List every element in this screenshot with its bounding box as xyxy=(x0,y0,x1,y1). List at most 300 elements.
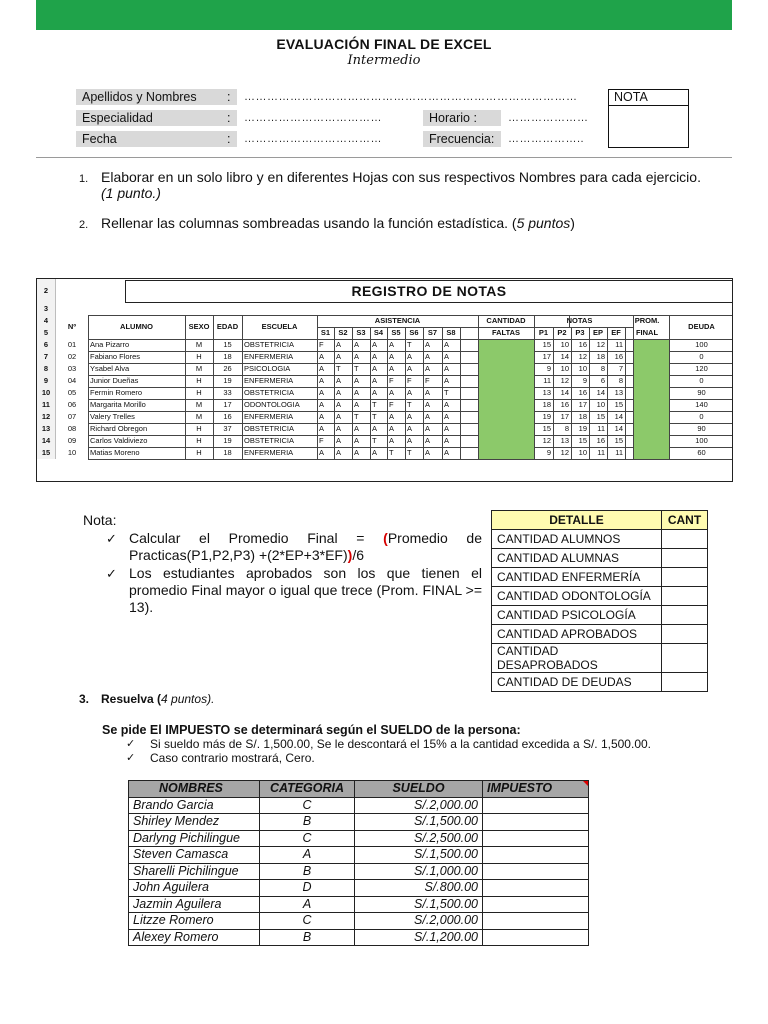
cell-asistencia: A xyxy=(372,388,378,397)
detalle-cant-cell[interactable] xyxy=(662,530,708,549)
cell-asistencia: A xyxy=(389,424,395,433)
cell-asistencia: A xyxy=(354,340,360,349)
impuesto-row xyxy=(129,929,589,946)
header-no: Nº xyxy=(67,322,77,331)
cell-deuda: 0 xyxy=(699,352,704,361)
cell-nota: 9 xyxy=(582,376,587,385)
cell-nota: 16 xyxy=(578,388,587,397)
cell-sexo: H xyxy=(196,352,202,361)
page-subtitle: Intermedio xyxy=(347,53,421,68)
cell-asistencia: A xyxy=(319,400,325,409)
impuesto-cell[interactable] xyxy=(483,880,589,897)
divider xyxy=(36,157,732,158)
cell-sexo: H xyxy=(196,424,202,433)
header-session: S8 xyxy=(446,328,456,337)
field-colon: : xyxy=(227,132,231,146)
cell-sexo: H xyxy=(196,376,202,385)
sueldo-cell: S/.1,500.00 xyxy=(355,896,483,913)
cell-asistencia: A xyxy=(444,412,450,421)
nombre-cell: Shirley Mendez xyxy=(129,814,260,831)
row-number: 4 xyxy=(37,315,56,327)
cell-escuela: OBSTETRICIA xyxy=(244,388,295,397)
cell-asistencia: T xyxy=(336,364,341,373)
cell-deuda: 90 xyxy=(697,424,706,433)
impuesto-row xyxy=(129,847,589,864)
grid-line xyxy=(460,327,461,459)
cell-asistencia: T xyxy=(354,364,359,373)
cell-asistencia: A xyxy=(319,364,325,373)
field-label-fecha: Fecha xyxy=(76,131,237,147)
cell-asistencia: A xyxy=(354,376,360,385)
detalle-cant-cell[interactable] xyxy=(662,625,708,644)
row-number: 11 xyxy=(37,399,56,411)
cell-nota: 18 xyxy=(542,400,551,409)
cell-nota: 14 xyxy=(560,388,569,397)
cell-nota: 16 xyxy=(614,352,623,361)
cell-nota: 14 xyxy=(596,388,605,397)
header-cantidad: CANTIDAD xyxy=(486,316,526,325)
cell-asistencia: A xyxy=(425,340,431,349)
instruction-text-end: ) xyxy=(570,215,575,231)
final-shaded-column xyxy=(634,340,669,459)
cell-escuela: OBSTETRICIA xyxy=(244,424,295,433)
cell-asistencia: A xyxy=(425,352,431,361)
header-final: FINAL xyxy=(635,328,659,337)
detalle-item: CANTIDAD DESAPROBADOS xyxy=(492,644,662,673)
sueldo-cell: S/.1,500.00 xyxy=(355,814,483,831)
nombre-cell: Sharelli Pichilingue xyxy=(129,863,260,880)
header-session: S6 xyxy=(409,328,419,337)
impuesto-row xyxy=(129,797,589,814)
row-number: 6 xyxy=(37,339,56,351)
categoria-cell: C xyxy=(260,830,355,847)
header-faltas: FALTAS xyxy=(491,328,521,337)
header-session: S7 xyxy=(427,328,438,337)
cell-edad: 17 xyxy=(223,400,232,409)
cell-nota: 17 xyxy=(560,412,569,421)
header-session: S5 xyxy=(391,328,401,337)
cell-nota: 16 xyxy=(596,436,605,445)
header-edad: EDAD xyxy=(216,322,239,331)
instruction-number: 2. xyxy=(79,219,89,231)
cell-asistencia: T xyxy=(372,436,377,445)
header-session: S3 xyxy=(356,328,366,337)
categoria-cell: B xyxy=(260,929,355,946)
cell-nota: 9 xyxy=(546,448,551,457)
cell-asistencia: F xyxy=(389,400,394,409)
header-grade: EF xyxy=(611,328,621,337)
field-input-especialidad[interactable]: ……………………………… xyxy=(244,112,382,124)
header-session: S4 xyxy=(373,328,384,337)
cell-nota: 11 xyxy=(597,424,605,433)
cell-nota: 18 xyxy=(596,352,605,361)
categoria-cell: A xyxy=(260,847,355,864)
cell-no: 01 xyxy=(67,340,77,349)
bullet-divisor: /6 xyxy=(352,547,365,563)
detalle-cant-cell[interactable] xyxy=(662,587,708,606)
nombre-cell: Darlyng Pichilingue xyxy=(129,830,260,847)
cell-nota: 19 xyxy=(578,424,587,433)
cell-nota: 8 xyxy=(618,376,623,385)
cell-asistencia: A xyxy=(354,436,360,445)
impuesto-bullet-2 xyxy=(128,751,315,765)
section-number: 3. xyxy=(79,692,90,706)
cell-deuda: 120 xyxy=(695,364,708,373)
registro-title: REGISTRO DE NOTAS xyxy=(125,280,733,303)
cell-asistencia: A xyxy=(425,400,431,409)
header-session: S1 xyxy=(320,328,331,337)
cell-asistencia: A xyxy=(319,376,325,385)
bullet-text: Calcular el Promedio Final = xyxy=(129,530,384,546)
impuesto-table xyxy=(128,780,589,946)
cell-asistencia: A xyxy=(354,352,360,361)
impuesto-row xyxy=(129,830,589,847)
sueldo-cell: S/.2,000.00 xyxy=(355,797,483,814)
cell-edad: 19 xyxy=(223,376,232,385)
header-grade: EP xyxy=(592,328,603,337)
cell-nota: 14 xyxy=(614,424,623,433)
cell-nota: 12 xyxy=(560,376,569,385)
paren-close: ) xyxy=(347,547,353,563)
impuesto-heading: Se pide El IMPUESTO se determinará según el SUELDO de la persona: xyxy=(102,723,521,737)
grid-line xyxy=(88,459,733,460)
cell-escuela: ENFERMERIA xyxy=(244,352,294,361)
cell-deuda: 100 xyxy=(695,436,708,445)
header-session: S2 xyxy=(338,328,348,337)
cell-asistencia: A xyxy=(407,436,413,445)
cell-deuda: 0 xyxy=(699,412,704,421)
cell-escuela: ODONTOLOGIA xyxy=(244,400,300,409)
cell-asistencia: A xyxy=(372,376,378,385)
cell-sexo: H xyxy=(196,388,202,397)
cell-asistencia: A xyxy=(372,352,378,361)
cell-nota: 12 xyxy=(578,352,587,361)
instruction-points: 5 puntos xyxy=(516,215,571,231)
cell-deuda: 90 xyxy=(697,388,706,397)
sueldo-cell: S/.1,500.00 xyxy=(355,847,483,864)
cell-asistencia: T xyxy=(389,448,394,457)
cell-asistencia: F xyxy=(389,376,394,385)
nombre-cell: Steven Camasca xyxy=(129,847,260,864)
cell-alumno: Margarita Morillo xyxy=(90,400,146,409)
impuesto-cell[interactable] xyxy=(483,896,589,913)
cell-nota: 15 xyxy=(614,400,623,409)
row-number: 15 xyxy=(37,447,56,459)
field-input-horario[interactable]: ………………… xyxy=(508,112,589,124)
field-input-frecuencia[interactable]: ……………….. xyxy=(508,133,585,145)
nombre-cell: Litzze Romero xyxy=(129,913,260,930)
categoria-cell: B xyxy=(260,814,355,831)
detalle-cant-cell[interactable] xyxy=(662,606,708,625)
cell-nota: 7 xyxy=(618,364,623,373)
header-asistencia: ASISTENCIA xyxy=(374,316,421,325)
categoria-cell: C xyxy=(260,797,355,814)
impuesto-row xyxy=(129,896,589,913)
cell-no: 04 xyxy=(67,376,77,385)
row-number: 10 xyxy=(37,387,56,399)
col-nombres: NOMBRES xyxy=(129,781,260,798)
cell-asistencia: A xyxy=(444,364,450,373)
cell-nota: 13 xyxy=(542,388,551,397)
cell-escuela: PSICOLOGIA xyxy=(244,364,291,373)
cell-alumno: Fabiano Flores xyxy=(90,352,141,361)
instruction-1 xyxy=(79,169,739,203)
cell-asistencia: A xyxy=(354,400,360,409)
cell-deuda: 100 xyxy=(695,340,708,349)
cell-asistencia: T xyxy=(372,412,377,421)
detalle-item: CANTIDAD ALUMNOS xyxy=(492,530,662,549)
cell-alumno: Matias Moreno xyxy=(90,448,140,457)
impuesto-cell[interactable] xyxy=(483,863,589,880)
row-number: 2 xyxy=(37,279,56,303)
cell-asistencia: A xyxy=(336,388,342,397)
impuesto-row xyxy=(129,880,589,897)
col-impuesto xyxy=(483,781,589,798)
detalle-row xyxy=(492,530,708,549)
detalle-cant-cell[interactable] xyxy=(662,673,708,692)
cell-nota: 8 xyxy=(564,424,569,433)
cell-asistencia: A xyxy=(425,424,431,433)
cell-asistencia: A xyxy=(336,352,342,361)
cell-asistencia: A xyxy=(425,412,431,421)
cell-asistencia: A xyxy=(389,436,395,445)
header-deuda: DEUDA xyxy=(688,322,715,331)
cell-edad: 19 xyxy=(223,436,232,445)
instruction-number: 1. xyxy=(79,173,89,185)
cell-alumno: Junior Dueñas xyxy=(90,376,139,385)
header-alumno: ALUMNO xyxy=(120,322,153,331)
nombre-cell: Alexey Romero xyxy=(129,929,260,946)
detalle-row xyxy=(492,625,708,644)
cell-asistencia: A xyxy=(336,400,342,409)
faltas-shaded-column xyxy=(479,340,534,459)
cell-asistencia: A xyxy=(389,352,395,361)
cell-asistencia: A xyxy=(444,448,450,457)
instruction-2 xyxy=(79,215,739,233)
row-number: 5 xyxy=(37,327,56,339)
field-input-apellidos[interactable]: …………………………………………………………………………… xyxy=(244,91,578,103)
cell-escuela: ENFERMERIA xyxy=(244,448,294,457)
cell-alumno: Richard Obregon xyxy=(90,424,148,433)
cell-alumno: Carlos Valdiviezo xyxy=(90,436,148,445)
detalle-cant-cell[interactable] xyxy=(662,568,708,587)
cell-sexo: H xyxy=(196,436,202,445)
cell-asistencia: T xyxy=(444,388,449,397)
cell-asistencia: A xyxy=(372,424,378,433)
check-icon: ✓ xyxy=(126,738,136,750)
cell-no: 03 xyxy=(67,364,77,373)
field-label-frecuencia: Frecuencia: xyxy=(423,131,501,147)
cell-nota: 14 xyxy=(614,412,623,421)
cell-asistencia: A xyxy=(389,412,395,421)
nombre-cell: Brando Garcia xyxy=(129,797,260,814)
field-label-horario: Horario : xyxy=(423,110,501,126)
row-number: 9 xyxy=(37,375,56,387)
impuesto-row xyxy=(129,863,589,880)
cant-header: CANT xyxy=(662,511,708,530)
cell-asistencia: A xyxy=(407,424,413,433)
cell-deuda: 0 xyxy=(699,376,704,385)
field-label-especialidad: Especialidad xyxy=(76,110,237,126)
sueldo-cell: S/.1,000.00 xyxy=(355,863,483,880)
impuesto-cell[interactable] xyxy=(483,913,589,930)
impuesto-cell[interactable] xyxy=(483,830,589,847)
field-input-fecha[interactable]: ……………………………… xyxy=(244,133,382,145)
cell-no: 08 xyxy=(67,424,77,433)
cell-asistencia: A xyxy=(372,448,378,457)
cell-asistencia: A xyxy=(354,448,360,457)
cell-nota: 17 xyxy=(578,400,587,409)
impuesto-cell[interactable] xyxy=(483,797,589,814)
detalle-header: DETALLE xyxy=(492,511,662,530)
cell-nota: 10 xyxy=(578,448,587,457)
categoria-cell: B xyxy=(260,863,355,880)
cell-sexo: M xyxy=(195,364,203,373)
cell-asistencia: A xyxy=(389,364,395,373)
impuesto-row xyxy=(129,814,589,831)
nota-box xyxy=(608,89,689,148)
col-sueldo: SUELDO xyxy=(355,781,483,798)
cell-alumno: Ysabel Alva xyxy=(90,364,130,373)
cell-no: 02 xyxy=(67,352,77,361)
cell-nota: 19 xyxy=(542,412,551,421)
cell-nota: 11 xyxy=(615,448,623,457)
detalle-item: CANTIDAD ODONTOLOGÍA xyxy=(492,587,662,606)
detalle-row xyxy=(492,549,708,568)
cell-asistencia: A xyxy=(444,424,450,433)
comment-marker-icon xyxy=(583,781,588,786)
cell-no: 06 xyxy=(67,400,77,409)
cell-nota: 15 xyxy=(614,436,623,445)
cell-nota: 12 xyxy=(560,448,569,457)
sueldo-cell: S/.1,200.00 xyxy=(355,929,483,946)
header-grade: P1 xyxy=(538,328,549,337)
col-categoria: CATEGORIA xyxy=(260,781,355,798)
cell-escuela: OBSTETRICIA xyxy=(244,436,295,445)
row-number: 12 xyxy=(37,411,56,423)
header-escuela: ESCUELA xyxy=(261,322,298,331)
cell-edad: 15 xyxy=(223,340,232,349)
cell-asistencia: A xyxy=(425,436,431,445)
row-number: 3 xyxy=(37,303,56,315)
cell-nota: 18 xyxy=(578,412,587,421)
paren-open: ( xyxy=(383,530,388,546)
detalle-row xyxy=(492,673,708,692)
cell-nota: 9 xyxy=(546,364,551,373)
cell-asistencia: A xyxy=(444,376,450,385)
detalle-row xyxy=(492,606,708,625)
bullet-text: Los estudiantes aprobados son los que tienen el promedio Final mayor o igual que trece (Prom. FINAL >= 13). xyxy=(129,565,482,615)
cell-alumno: Valery Trelles xyxy=(90,412,135,421)
cell-edad: 33 xyxy=(223,388,232,397)
grid-line xyxy=(625,327,626,459)
cell-asistencia: A xyxy=(336,424,342,433)
detalle-item: CANTIDAD DE DEUDAS xyxy=(492,673,662,692)
cell-asistencia: A xyxy=(425,388,431,397)
detalle-item: CANTIDAD ALUMNAS xyxy=(492,549,662,568)
cell-deuda: 60 xyxy=(697,448,706,457)
categoria-cell: C xyxy=(260,913,355,930)
cell-asistencia: A xyxy=(407,352,413,361)
cell-deuda: 140 xyxy=(695,400,708,409)
bullet-text: Si sueldo más de S/. 1,500.00, Se le descontará el 15% a la cantidad excedida a S/. 1,500.00. xyxy=(150,737,651,751)
cell-nota: 17 xyxy=(542,352,551,361)
cell-nota: 10 xyxy=(596,400,605,409)
header-grade: P2 xyxy=(557,328,567,337)
cell-nota: 15 xyxy=(578,436,587,445)
cell-asistencia: A xyxy=(319,448,325,457)
cell-asistencia: A xyxy=(425,364,431,373)
cell-edad: 37 xyxy=(223,424,232,433)
categoria-cell: A xyxy=(260,896,355,913)
detalle-cant-cell[interactable] xyxy=(662,644,708,673)
sueldo-cell: S/.2,000.00 xyxy=(355,913,483,930)
cell-edad: 16 xyxy=(223,412,232,421)
cell-asistencia: A xyxy=(354,388,360,397)
instruction-text: Elaborar en un solo libro y en diferentes Hojas con sus respectivos Nombres para cada ejercicio. xyxy=(101,169,701,185)
cell-nota: 15 xyxy=(542,340,551,349)
nombre-cell: Jazmin Aguilera xyxy=(129,896,260,913)
cell-edad: 18 xyxy=(223,352,232,361)
cell-asistencia: A xyxy=(354,424,360,433)
impuesto-cell[interactable] xyxy=(483,929,589,946)
cell-asistencia: A xyxy=(407,412,413,421)
cell-asistencia: F xyxy=(407,376,412,385)
row-number: 14 xyxy=(37,435,56,447)
impuesto-cell[interactable] xyxy=(483,847,589,864)
cell-no: 05 xyxy=(67,388,77,397)
bullet-text: Caso contrario mostrará, Cero. xyxy=(150,751,315,765)
cell-nota: 11 xyxy=(597,448,605,457)
cell-asistencia: A xyxy=(319,424,325,433)
detalle-cant-cell[interactable] xyxy=(662,549,708,568)
header-prom: PROM. xyxy=(634,316,660,325)
cell-asistencia: A xyxy=(444,400,450,409)
cell-nota: 12 xyxy=(542,436,551,445)
row-number: 8 xyxy=(37,363,56,375)
cell-asistencia: A xyxy=(425,448,431,457)
detalle-row xyxy=(492,568,708,587)
top-green-bar xyxy=(36,0,732,30)
header-grade: P3 xyxy=(575,328,585,337)
cell-asistencia: A xyxy=(407,388,413,397)
cell-asistencia: F xyxy=(319,436,324,445)
detalle-table xyxy=(491,510,708,692)
cell-nota: 11 xyxy=(543,376,551,385)
field-colon: : xyxy=(227,111,231,125)
cell-asistencia: A xyxy=(319,352,325,361)
instruction-text: Rellenar las columnas sombreadas usando la función estadística. ( xyxy=(101,215,517,231)
col-impuesto-label: IMPUESTO xyxy=(487,781,553,796)
cell-asistencia: A xyxy=(389,388,395,397)
cell-asistencia: A xyxy=(336,340,342,349)
cell-asistencia: A xyxy=(319,388,325,397)
cell-asistencia: A xyxy=(444,436,450,445)
cell-nota: 10 xyxy=(578,364,587,373)
cell-asistencia: A xyxy=(444,352,450,361)
sueldo-cell: S/.800.00 xyxy=(355,880,483,897)
cell-edad: 26 xyxy=(223,364,232,373)
impuesto-cell[interactable] xyxy=(483,814,589,831)
cell-nota: 16 xyxy=(560,400,569,409)
cell-asistencia: A xyxy=(407,364,413,373)
cell-no: 10 xyxy=(67,448,77,457)
field-label-apellidos: Apellidos y Nombres xyxy=(76,89,237,105)
row-number: 13 xyxy=(37,423,56,435)
cell-nota: 10 xyxy=(560,340,569,349)
cell-nota: 15 xyxy=(542,424,551,433)
cell-sexo: H xyxy=(196,448,202,457)
